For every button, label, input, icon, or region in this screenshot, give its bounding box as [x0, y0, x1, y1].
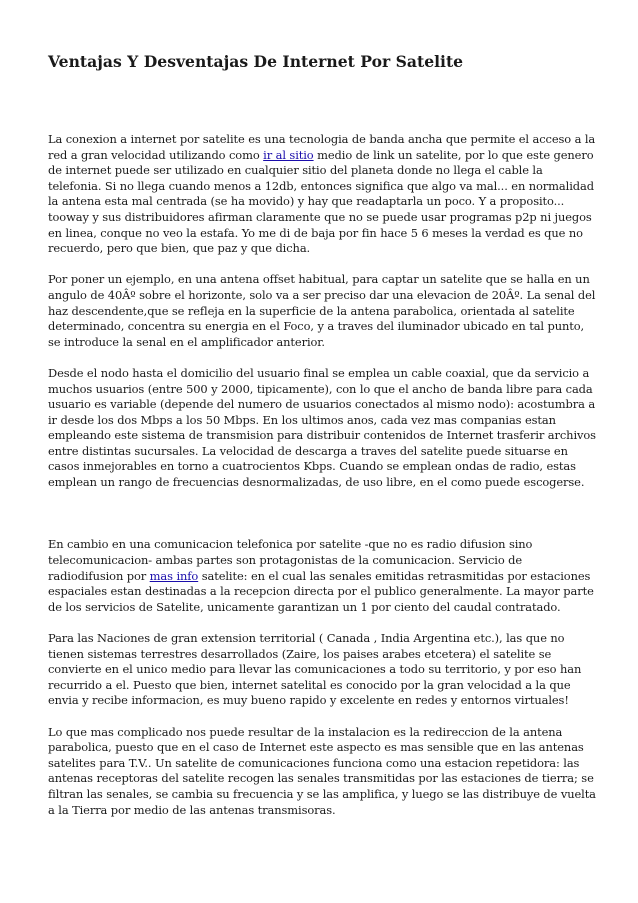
page-title: Ventajas Y Desventajas De Internet Por Satelite — [48, 52, 464, 71]
paragraph-4-text-after: satelite: en el cual las senales emitidas retrasmitidas por estaciones espaciales estan destinadas a la recepcion directa por el publico generalmente. La mayor parte de los servicios de Satelite, unicamente garantizan un 1 por ciento del caudal contratado. — [48, 568, 594, 614]
paragraph-3: Desde el nodo hasta el domicilio del usuario final se emplea un cable coaxial, que da servicio a muchos usuarios (entre 500 y 2000, tipicamente), con lo que el ancho de banda libre para cada usuario es variable (depende del numero de usuarios conectados al mismo nodo): acostumbra a ir desde los dos Mbps a los 50 Mbps. En los ultimos anos, cada vez mas companias estan empleando este sistema de transmision para distribuir contenidos de Internet trasferir archivos entre distintas sucursales. La velocidad de descarga a traves del satelite puede situarse en casos inmejorables en torno a cuatrocientos Kbps. Cuando se emplean ondas de radio, estas emplean un rango de frecuencias desnormalizadas, de uso libre, en el como puede escogerse. — [48, 365, 596, 490]
paragraph-5: Para las Naciones de gran extension territorial ( Canada , India Argentina etc.), las que no tienen sistemas terrestres desarrollados (Zaire, los paises arabes etcetera) el satelite se convierte en el unico medio para llevar las comunicaciones a todo su territorio, y por eso han recurrido a el. Puesto que bien, internet satelital es conocido por la gran velocidad a la que envia y recibe informacion, es muy bueno rapido y excelente en redes y entornos virtuales! — [48, 631, 582, 708]
paragraph-1 — [48, 132, 598, 257]
document-page — [48, 52, 598, 834]
paragraph-6: Lo que mas complicado nos puede resultar de la instalacion es la redireccion de la antena parabolica, puesto que en el caso de Internet este aspecto es mas sensible que en las antenas satelites para T.V.. Un satelite de comunicaciones funciona como una estacion repetidora: las antenas receptoras del satelite recogen las senales transmitidas por las estaciones de tierra; se filtran las senales, se cambia su frecuencia y se las amplifica, y luego se las distribuye de vuelta a la Tierra por medio de las antenas transmisoras. — [48, 724, 596, 817]
paragraph-1-text-before: La conexion a internet por satelite es una tecnologia de banda ancha que permite el acceso a la red a gran velocidad utilizando como — [48, 132, 596, 162]
ir-al-sitio-link[interactable]: ir al sitio — [263, 147, 314, 162]
paragraph-1-text-after: medio de link un satelite, por lo que este genero de internet puede ser utilizado en cualquier sitio del planeta donde no llega el cable la telefonia. Si no llega cuando menos a 12db, entonces significa que algo va mal... en normalidad la antena esta mal centrada (se ha movido) y hay que readaptarla un poco. Y a proposito... tooway y sus distribuidores afirman claramente que no se puede usar programas p2p ni juegos en linea, conque no veo la estafa. Yo me di de baja por fin hace 5 6 meses la verdad es que no recuerdo, pero que bien, que paz y que dicha. — [48, 147, 594, 256]
paragraph-2: Por poner un ejemplo, en una antena offset habitual, para captar un satelite que se halla en un angulo de 40Âº sobre el horizonte, solo va a ser preciso dar una elevacion de 20Âº. La senal del haz descendente,que se refleja en la superficie de la antena parabolica, orientada al satelite determinado, concentra su energia en el Foco, y a traves del iluminador ubicado en tal punto, se introduce la senal en el amplificador anterior. — [48, 272, 596, 349]
paragraph-4 — [48, 537, 598, 615]
paragraph-4-text-before: En cambio en una comunicacion telefonica por satelite -que no es radio difusion sino telecomunicacion- ambas partes son protagonistas de la comunicacion. Servicio de radiodifusion por — [48, 537, 533, 583]
mas-info-link[interactable]: mas info — [149, 568, 199, 583]
